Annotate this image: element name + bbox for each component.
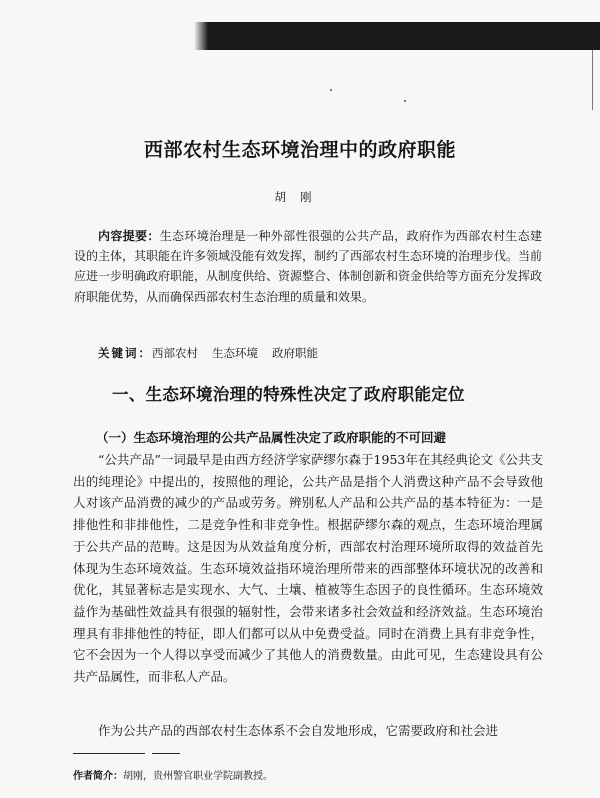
- author-footnote: [73, 767, 273, 782]
- footnote-label: 作者简介：: [73, 771, 123, 782]
- keywords: [98, 345, 332, 361]
- body-paragraph: “公共产品”一词最早是由西方经济学家萨缪尔森于1953年在其经典论文《公共支出的纯理论》中提出的，按照他的理论，公共产品是指个人消费这种产品不会导致他人对该产品消费的减少的产品或劳务。辨别私人产品和公共产品的基本特征为：一是排他性和非排他性，二是竞争性和非竞争性。根据萨缪尔森的观点，生态环境治理属于公共产品的范畴。这是因为从效益角度分析，西部农村治理环境所取得的效益首先体现为生态环境效益。生态环境效益指环境治理所带来的西部整体环境状况的改善和优化，其显著标志是实现水、大气、土壤、植被等生态因子的良性循环。生态环境效益作为基础性效益具有很强的辐射性，会带来诸多社会效益和经济效益。生态环境治理具有非排他性的特征，即人们都可以从中免费受益。同时在消费上具有非竞争性，它不会因为一个人得以享受而减少了其他人的消费数量。由此可见，生态建设具有公共产品属性，而非私人产品。: [73, 452, 543, 685]
- article-title: 西部农村生态环境治理中的政府职能: [143, 138, 456, 161]
- keyword: 生态环境: [212, 346, 258, 360]
- keyword: 政府职能: [272, 346, 318, 360]
- abstract-label: 内容提要：: [98, 229, 160, 243]
- article-author: 胡刚: [274, 190, 326, 204]
- section-heading: 一、生态环境治理的特殊性决定了政府职能定位: [112, 385, 465, 404]
- scan-edge-line: [592, 50, 593, 110]
- footnote-text: 胡刚，贵州警官职业学院副教授。: [123, 771, 273, 782]
- abstract-text: 生态环境治理是一种外部性很强的公共产品，政府作为西部农村生态建设的主体，其职能在许多领域没能有效发挥，制约了西部农村生态环境的治理步伐。当前应进一步明确政府职能，从制度供给、资源整合、体制创新和资金供给等方面充分发挥政府职能优势，从而确保西部农村生态治理的质量和效果。: [74, 229, 543, 304]
- subsection-heading: （一）生态环境治理的公共产品属性决定了政府职能的不可回避: [96, 430, 447, 445]
- abstract: [74, 226, 542, 307]
- footnote-rule: [73, 753, 145, 754]
- body-paragraph: 作为公共产品的西部农村生态体系不会自发地形成，它需要政府和社会进: [98, 723, 499, 738]
- scan-speck: [330, 89, 332, 91]
- keywords-label: 关键词：: [98, 346, 152, 360]
- keyword: 西部农村: [152, 346, 198, 360]
- scan-speck: [404, 100, 406, 102]
- footnote-rule: [152, 753, 180, 754]
- scan-dark-bar: [208, 22, 600, 50]
